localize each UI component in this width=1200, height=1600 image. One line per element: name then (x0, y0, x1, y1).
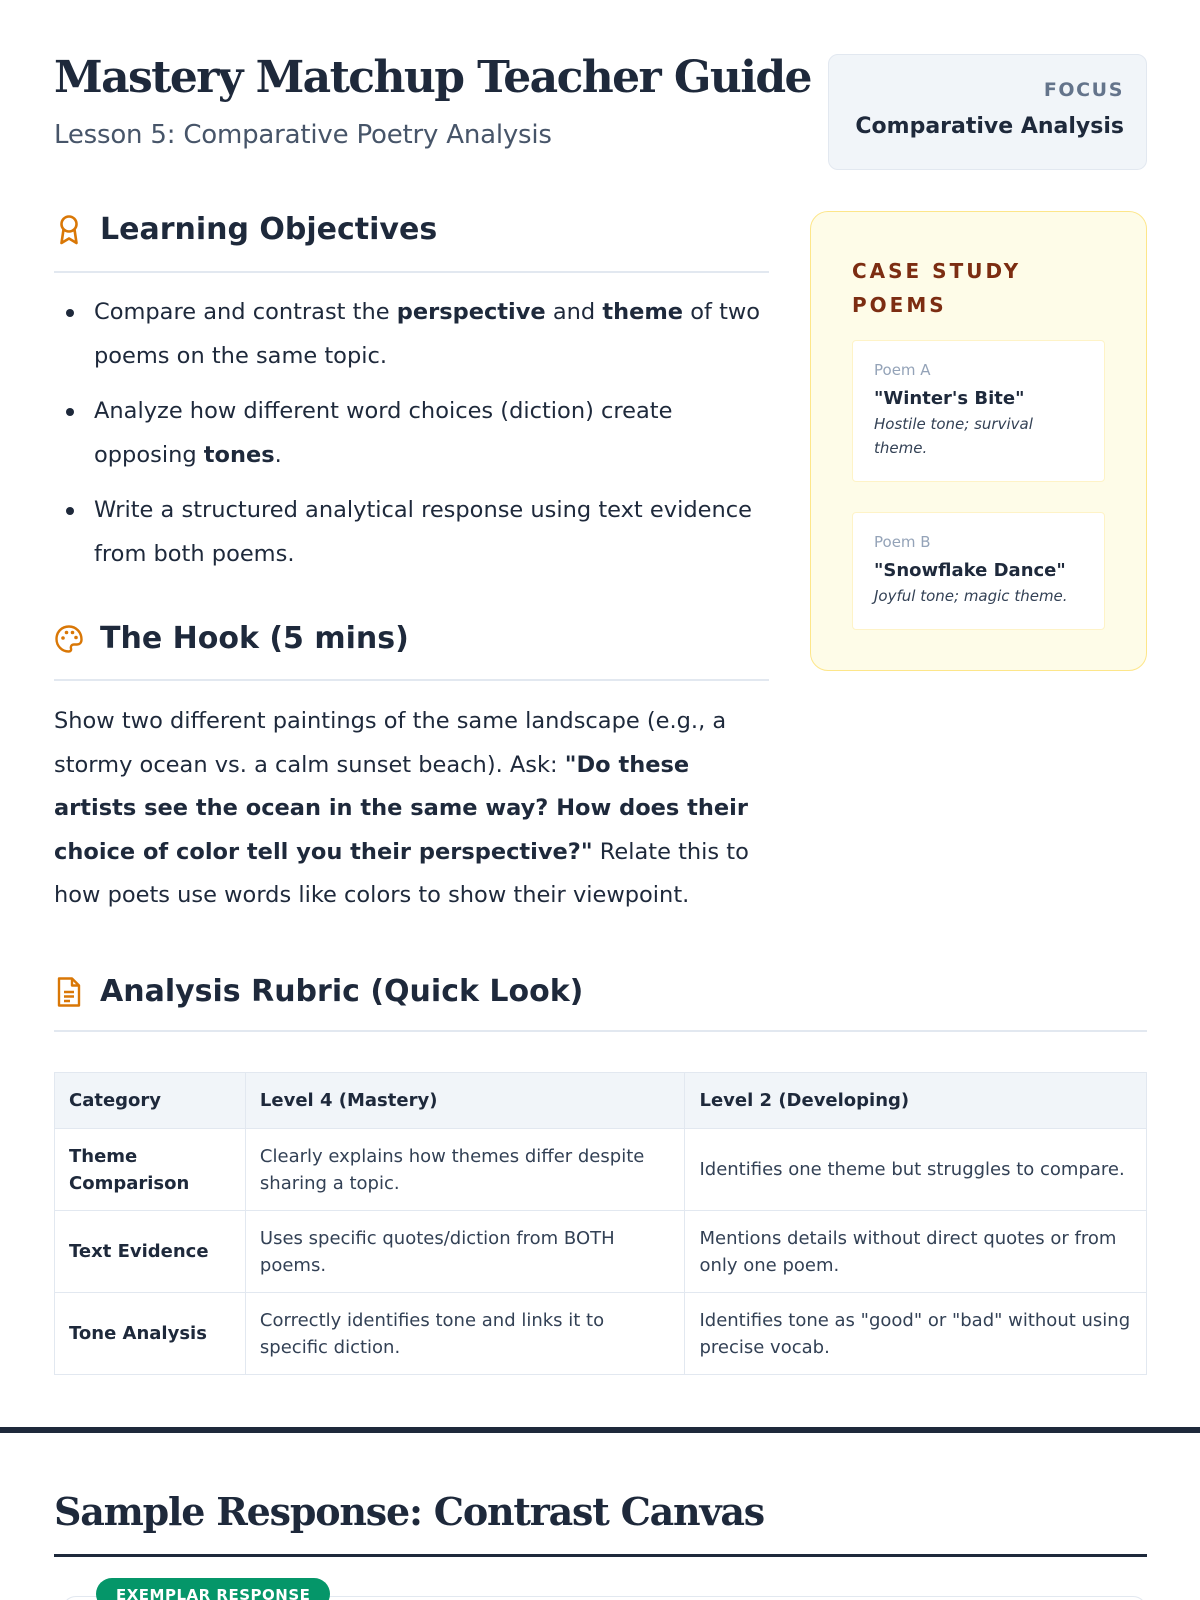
page-title: Mastery Matchup Teacher Guide (54, 52, 811, 103)
case-study-title: CASE STUDY POEMS (852, 259, 1022, 317)
poem-label: Poem A (874, 361, 931, 379)
objectives-list (54, 291, 769, 588)
hook-heading-text: The Hook (5 mins) (100, 621, 409, 656)
table-cell: Tone Analysis (55, 1293, 246, 1375)
table-cell: Mentions details without direct quotes or from only one poem. (685, 1211, 1147, 1293)
page-divider (0, 1427, 1200, 1433)
column-header: Category (55, 1073, 246, 1129)
objectives-divider (54, 271, 769, 273)
table-cell: Uses specific quotes/diction from BOTH poems. (245, 1211, 685, 1293)
rubric-heading-text: Analysis Rubric (Quick Look) (100, 974, 584, 1009)
table-cell: Identifies tone as "good" or "bad" without using precise vocab. (685, 1293, 1147, 1375)
sample-title: Sample Response: Contrast Canvas (54, 1489, 764, 1534)
poem-card-b (852, 512, 1105, 630)
rubric-divider (54, 1030, 1147, 1032)
poem-card-a (852, 340, 1105, 482)
list-item: Write a structured analytical response using text evidence from both poems. (54, 489, 769, 576)
poem-description: Hostile tone; survival theme. (874, 415, 1033, 457)
palette-icon (54, 622, 84, 656)
hook-paragraph: Show two different paintings of the same landscape (e.g., a stormy ocean vs. a calm sunset beach). Ask: "Do these artists see the ocean in the same way? How does their choice of color tell you their perspective?" Relate this to how poets use words like colors to show their viewpoint. (54, 708, 749, 908)
exemplar-badge: EXEMPLAR RESPONSE (96, 1578, 330, 1600)
focus-label: FOCUS (1043, 79, 1124, 101)
objectives-heading (54, 212, 437, 247)
table-row (55, 1129, 1147, 1211)
hook-heading (54, 621, 409, 656)
table-header-row (55, 1073, 1147, 1129)
column-header: Level 4 (Mastery) (245, 1073, 685, 1129)
table-cell: Text Evidence (55, 1211, 246, 1293)
rubric-table (54, 1072, 1147, 1375)
objectives-heading-text: Learning Objectives (100, 212, 438, 247)
hook-divider (54, 679, 769, 681)
poem-description: Joyful tone; magic theme. (874, 587, 1068, 605)
column-header: Level 2 (Developing) (685, 1073, 1147, 1129)
poem-label: Poem B (874, 533, 931, 551)
table-row (55, 1293, 1147, 1375)
award-ribbon-icon (54, 213, 84, 247)
table-cell: Clearly explains how themes differ despite sharing a topic. (245, 1129, 685, 1211)
table-cell: Theme Comparison (55, 1129, 246, 1211)
page-subtitle: Lesson 5: Comparative Poetry Analysis (54, 120, 552, 150)
list-item: Compare and contrast the perspective and theme of two poems on the same topic. (54, 291, 769, 378)
table-row (55, 1211, 1147, 1293)
document-icon (54, 975, 84, 1009)
table-cell: Correctly identifies tone and links it to specific diction. (245, 1293, 685, 1375)
rubric-heading (54, 974, 583, 1009)
case-study-panel (810, 211, 1147, 671)
list-item: Analyze how different word choices (diction) create opposing tones. (54, 390, 769, 477)
table-cell: Identifies one theme but struggles to compare. (685, 1129, 1147, 1211)
poem-name: "Snowflake Dance" (874, 560, 1066, 581)
focus-box (828, 54, 1147, 170)
focus-value: Comparative Analysis (855, 114, 1124, 139)
sample-divider (54, 1554, 1147, 1557)
poem-name: "Winter's Bite" (874, 388, 1025, 409)
